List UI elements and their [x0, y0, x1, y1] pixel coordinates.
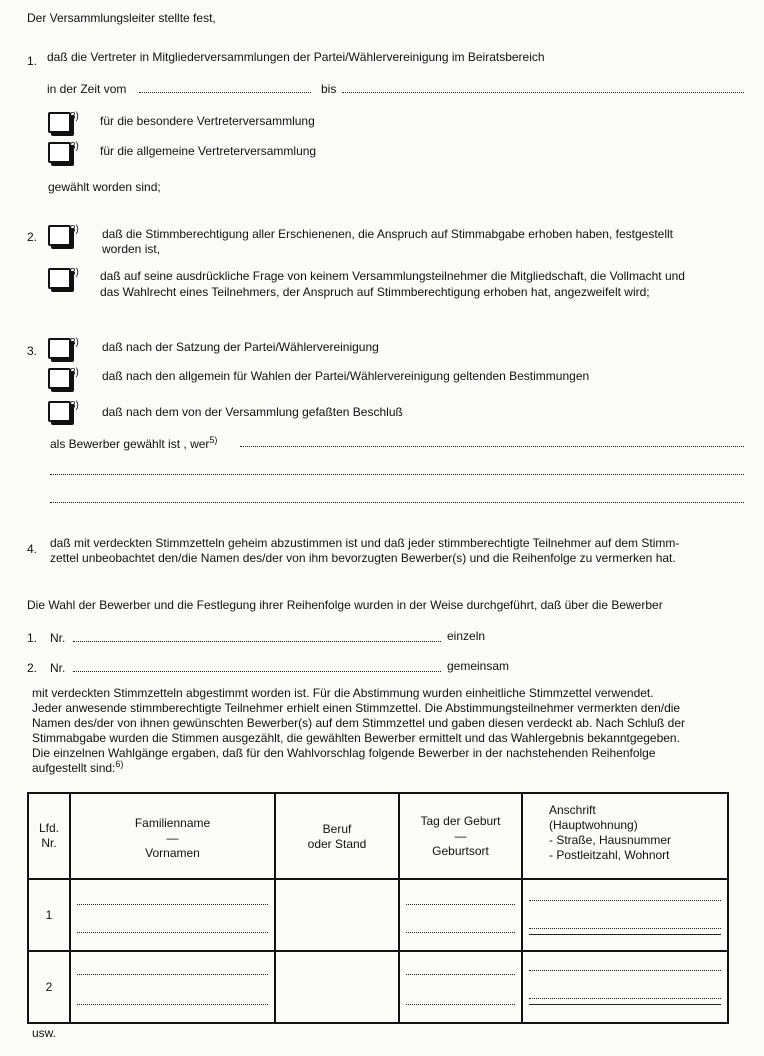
item2-option1-line1: daß die Stimmberechtigung aller Erschienenen, die Anspruch auf Stimmabgabe erhoben haben, festgestellt: [102, 227, 674, 241]
item4-line1: daß mit verdeckten Stimmzetteln geheim abzustimmen ist und daß jeder stimmberechtigte Teilnehmer auf dem Stimm-: [50, 536, 680, 550]
einzeln-nr-field[interactable]: [73, 641, 441, 642]
wahl-para-line3: Namen des/der von ihnen gewünschten Bewerber(s) auf dem Stimmzettel und gaben diesen verdeckt ab. Nach Schluß der: [32, 716, 686, 730]
item3-number: 3.: [27, 344, 38, 358]
checkbox-nach-satzung[interactable]: [48, 338, 71, 359]
bewerber-field-line2[interactable]: [50, 474, 744, 475]
beruf-cell[interactable]: [275, 879, 399, 951]
checkbox-besondere-vertreterversammlung[interactable]: [48, 112, 71, 133]
wahl-para-line5: Die einzelnen Wahlgänge ergaben, daß für den Wahlvorschlag folgende Bewerber in der nachstehenden Reihenfolge: [32, 746, 656, 760]
footnote-ref: 3): [70, 111, 79, 122]
wahl-line2-number: 2.: [27, 661, 38, 675]
checkbox-allgemeine-vertreterversammlung[interactable]: [48, 142, 71, 163]
header-anschrift: Anschrift (Hauptwohnung) - Straße, Hausnummer - Postleitzahl, Wohnort: [522, 793, 728, 879]
header-beruf: Beruf oder Stand: [275, 793, 399, 879]
item2-option1-line2: worden ist,: [102, 242, 161, 256]
geburt-cell[interactable]: [399, 879, 522, 951]
name-cell[interactable]: [70, 951, 275, 1023]
anschrift-cell[interactable]: [522, 951, 728, 1023]
option-allgemeine-vertreterversammlung: für die allgemeine Vertreterversammlung: [100, 144, 317, 158]
name-cell[interactable]: [70, 879, 275, 951]
intro-text: Der Versammlungsleiter stellte fest,: [27, 11, 216, 25]
checkbox-nicht-angezweifelt[interactable]: [48, 268, 71, 289]
wahl-para-line2: Jeder anwesende stimmberechtigte Teilnehmer erhielt einen Stimmzettel. Die Abstimmungsteilnehmer vermerkten den/die: [32, 701, 681, 715]
bis-field[interactable]: [342, 92, 744, 93]
zeit-vom-label: in der Zeit vom: [47, 82, 127, 96]
checkbox-stimmberechtigung-festgestellt[interactable]: [48, 225, 71, 246]
item1-closing: gewählt worden sind;: [48, 180, 161, 194]
table-row: [28, 879, 728, 951]
option-allgemeine-bestimmungen: daß nach den allgemein für Wahlen der Partei/Wählervereinigung geltenden Bestimmungen: [102, 369, 590, 383]
item1-text: daß die Vertreter in Mitgliederversammlungen der Partei/Wählervereinigung im Beiratsbereich: [47, 50, 545, 64]
item2-option2-line1: daß auf seine ausdrückliche Frage von keinem Versammlungsteilnehmer die Mitgliedschaft, die Vollmacht und: [100, 269, 685, 283]
item4-line2: zettel unbeobachtet den/die Namen des/der von ihm bevorzugten Bewerber(s) und die Reihenfolge zu vermerken hat.: [50, 551, 676, 565]
gemeinsam-nr-field[interactable]: [73, 671, 441, 672]
item2-option2-line2: das Wahlrecht eines Teilnehmers, der Anspruch auf Stimmberechtigung erhoben hat, angezweifelt wird;: [100, 285, 650, 299]
wahl-para-line1: mit verdeckten Stimmzetteln abgestimmt worden ist. Für die Abstimmung wurden einheitliche Stimmzettel verwendet.: [32, 686, 654, 700]
checkbox-versammlungsbeschluss[interactable]: [48, 401, 71, 422]
gemeinsam-label: gemeinsam: [447, 659, 510, 673]
footnote-ref: 3): [70, 337, 79, 348]
checkbox-allgemeine-bestimmungen[interactable]: [48, 368, 71, 389]
footnote-ref: 3): [70, 224, 79, 235]
bewerber-field-line3[interactable]: [50, 502, 744, 503]
item4-number: 4.: [27, 542, 38, 556]
option-nach-satzung: daß nach der Satzung der Partei/Wählervereinigung: [102, 340, 379, 354]
bis-label: bis: [321, 82, 337, 96]
header-lfd-nr: Lfd. Nr.: [28, 793, 70, 879]
einzeln-label: einzeln: [447, 629, 486, 643]
table-header-row: [28, 793, 728, 879]
item1-number: 1.: [27, 54, 38, 68]
footnote-ref: 3): [70, 141, 79, 152]
row-number: 2: [28, 951, 70, 1023]
item2-number: 2.: [27, 230, 38, 244]
header-geburt: Tag der Geburt — Geburtsort: [399, 793, 522, 879]
wahl-line1-number: 1.: [27, 631, 38, 645]
wahl-line1-nr: Nr.: [50, 631, 66, 645]
header-familienname: Familienname — Vornamen: [70, 793, 275, 879]
wahl-para-line6: aufgestellt sind:$^{6)}$: [32, 759, 124, 775]
wahl-para-line4: Stimmabgabe wurden die Stimmen ausgezählt, die gewählten Bewerber ermittelt und das Wahlergebnis bekanntgegeben.: [32, 731, 680, 745]
bewerber-table: [27, 792, 729, 1024]
option-versammlungsbeschluss: daß nach dem von der Versammlung gefaßten Beschluß: [102, 405, 403, 419]
table-row: [28, 951, 728, 1023]
geburt-cell[interactable]: [399, 951, 522, 1023]
option-besondere-vertreterversammlung: für die besondere Vertreterversammlung: [100, 114, 315, 128]
row-number: 1: [28, 879, 70, 951]
footnote-ref: 3): [70, 267, 79, 278]
bewerber-field-line1[interactable]: [240, 446, 744, 447]
wahl-intro: Die Wahl der Bewerber und die Festlegung ihrer Reihenfolge wurden in der Weise durchgeführt, daß über die Bewerber: [27, 598, 663, 612]
wahl-line2-nr: Nr.: [50, 661, 66, 675]
footnote-ref: 3): [70, 367, 79, 378]
zeit-vom-field[interactable]: [139, 92, 311, 93]
anschrift-cell[interactable]: [522, 879, 728, 951]
beruf-cell[interactable]: [275, 951, 399, 1023]
footer-usw: usw.: [32, 1026, 57, 1040]
footnote-ref: 3): [70, 400, 79, 411]
bewerber-label: als Bewerber gewählt ist , wer$^{5)}$: [50, 435, 218, 451]
